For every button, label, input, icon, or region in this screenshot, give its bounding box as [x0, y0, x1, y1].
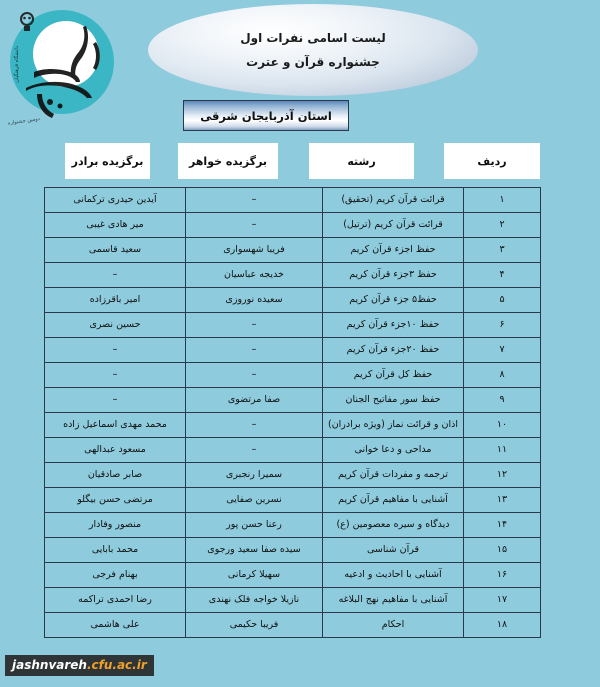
cell-radif: ۱	[464, 188, 541, 213]
cell-sister: سعیده نوروزی	[186, 288, 323, 313]
table-row	[45, 563, 541, 588]
cell-brother: محمد مهدی اسماعیل زاده	[45, 413, 186, 438]
cell-reshte: قرآن شناسی	[323, 538, 464, 563]
cell-radif: ۱۷	[464, 588, 541, 613]
cell-radif: ۱۰	[464, 413, 541, 438]
svg-text:دومین جشنواره: دومین جشنواره	[7, 116, 41, 126]
cell-reshte: دیدگاه و سیره معصومین (ع)	[323, 513, 464, 538]
cell-sister: نسرین صفایی	[186, 488, 323, 513]
results-table	[44, 187, 541, 638]
cell-reshte: اذان و قرائت نماز (ویژه برادران)	[323, 413, 464, 438]
table-row	[45, 613, 541, 638]
table-row	[45, 188, 541, 213]
cell-reshte: حفظ سور مفاتیح الجنان	[323, 388, 464, 413]
cell-sister: –	[186, 413, 323, 438]
table-row	[45, 238, 541, 263]
table-header-chips	[65, 143, 540, 179]
cell-brother: –	[45, 388, 186, 413]
column-header-reshte-label: رشته	[347, 154, 376, 168]
cell-brother: صابر صادقیان	[45, 463, 186, 488]
cell-brother: –	[45, 363, 186, 388]
province-label: استان آذربایجان شرقی	[200, 108, 332, 123]
cell-radif: ۵	[464, 288, 541, 313]
cell-radif: ۸	[464, 363, 541, 388]
cell-radif: ۱۶	[464, 563, 541, 588]
cell-radif: ۷	[464, 338, 541, 363]
cell-radif: ۱۳	[464, 488, 541, 513]
cell-sister: صفا مرتضوی	[186, 388, 323, 413]
title-ellipse	[148, 4, 478, 96]
table-row	[45, 388, 541, 413]
cell-radif: ۱۱	[464, 438, 541, 463]
cell-radif: ۱۸	[464, 613, 541, 638]
cell-sister: رعنا حسن پور	[186, 513, 323, 538]
cell-sister: نازیلا خواجه فلک نهندی	[186, 588, 323, 613]
table-row	[45, 463, 541, 488]
cell-radif: ۳	[464, 238, 541, 263]
title-line-1: لیست اسامی نفرات اول	[240, 31, 386, 45]
cell-brother: رضا احمدی تراکمه	[45, 588, 186, 613]
cell-reshte: حفظ ۲۰جزء قرآن کریم	[323, 338, 464, 363]
cell-reshte: مداحی و دعا خوانی	[323, 438, 464, 463]
table-row	[45, 338, 541, 363]
results-table-body	[45, 188, 541, 638]
cell-brother: مرتضی حسن بیگلو	[45, 488, 186, 513]
cell-reshte: حفظ اجزء قرآن کریم	[323, 238, 464, 263]
cell-brother: امیر باقرزاده	[45, 288, 186, 313]
cell-sister: –	[186, 313, 323, 338]
cell-radif: ۱۴	[464, 513, 541, 538]
footer-site-badge	[5, 655, 154, 676]
column-header-radif-label: ردیف	[477, 154, 507, 168]
cell-reshte: حفظ ۱۰جزء قرآن کریم	[323, 313, 464, 338]
table-row	[45, 363, 541, 388]
cell-radif: ۱۲	[464, 463, 541, 488]
table-row	[45, 438, 541, 463]
site-logo	[4, 2, 116, 126]
cell-radif: ۴	[464, 263, 541, 288]
results-table-wrapper	[65, 187, 541, 638]
cell-sister: خدیجه عباسیان	[186, 263, 323, 288]
cell-reshte: حفظ ۳جزء قرآن کریم	[323, 263, 464, 288]
title-line-2: جشنواره قرآن و عترت	[246, 55, 380, 69]
cell-brother: آیدین حیدری ترکمانی	[45, 188, 186, 213]
cell-brother: منصور وفادار	[45, 513, 186, 538]
cell-reshte: احکام	[323, 613, 464, 638]
svg-text:دانشگاه فرهنگیان: دانشگاه فرهنگیان	[14, 46, 20, 83]
cell-brother: –	[45, 338, 186, 363]
table-row	[45, 413, 541, 438]
cell-sister: سیده صفا سعید ورجوی	[186, 538, 323, 563]
cell-reshte: آشنایی با احادیث و ادعیه	[323, 563, 464, 588]
cell-sister: –	[186, 338, 323, 363]
column-header-reshte	[309, 143, 414, 179]
cell-sister: سهیلا کرمانی	[186, 563, 323, 588]
cell-brother: میر هادی غیبی	[45, 213, 186, 238]
table-row	[45, 538, 541, 563]
column-header-radif	[444, 143, 540, 179]
province-banner	[183, 100, 349, 131]
column-header-sister-label: برگزیده خواهر	[188, 154, 268, 168]
cell-brother: مسعود عبدالهی	[45, 438, 186, 463]
cell-reshte: حفظ کل قرآن کریم	[323, 363, 464, 388]
cell-sister: فریبا شهسواری	[186, 238, 323, 263]
footer-site-name: jashnvareh	[12, 658, 87, 672]
cell-sister: –	[186, 438, 323, 463]
column-header-brother-label: برگزیده برادر	[71, 154, 144, 168]
table-row	[45, 263, 541, 288]
cell-reshte: ترجمه و مفردات قرآن کریم	[323, 463, 464, 488]
table-row	[45, 288, 541, 313]
table-row	[45, 488, 541, 513]
cell-sister: –	[186, 363, 323, 388]
cell-brother: علی هاشمی	[45, 613, 186, 638]
column-header-brother	[65, 143, 150, 179]
cell-reshte: حفظ۵ جزء قرآن کریم	[323, 288, 464, 313]
cell-sister: فریبا حکیمی	[186, 613, 323, 638]
cell-radif: ۱۵	[464, 538, 541, 563]
cell-brother: –	[45, 263, 186, 288]
cell-brother: حسین نصری	[45, 313, 186, 338]
footer-site-domain: .cfu.ac.ir	[86, 658, 147, 672]
table-row	[45, 213, 541, 238]
cell-radif: ۶	[464, 313, 541, 338]
cell-sister: –	[186, 213, 323, 238]
cell-radif: ۹	[464, 388, 541, 413]
logo-artwork	[4, 2, 116, 126]
cell-radif: ۲	[464, 213, 541, 238]
cell-brother: محمد بابایی	[45, 538, 186, 563]
cell-reshte: آشنایی با مفاهیم قرآن کریم	[323, 488, 464, 513]
cell-sister: –	[186, 188, 323, 213]
cell-reshte: قرائت قرآن کریم (تحقیق)	[323, 188, 464, 213]
table-row	[45, 313, 541, 338]
table-row	[45, 513, 541, 538]
cell-brother: بهنام فرجی	[45, 563, 186, 588]
column-header-sister	[178, 143, 278, 179]
cell-brother: سعید قاسمی	[45, 238, 186, 263]
cell-reshte: قرائت قرآن کریم (ترتیل)	[323, 213, 464, 238]
table-row	[45, 588, 541, 613]
cell-reshte: آشنایی با مفاهیم نهج البلاغه	[323, 588, 464, 613]
cell-sister: سمیرا رنجبری	[186, 463, 323, 488]
